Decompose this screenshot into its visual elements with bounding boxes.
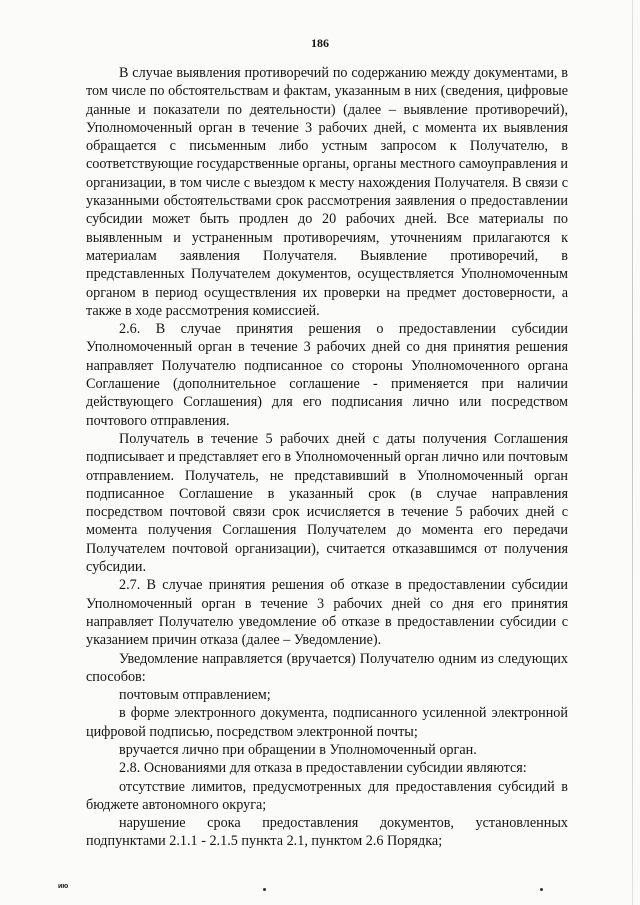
paragraph-contradictions: В случае выявления противоречий по содержанию между документами, в том числе по обстоятельствам и фактам, указанным в них (сведения, цифровые данные и показатели по деятельности) (далее – выявление противоречий), Уполномоченный орган в течение 3 рабочих дней, с момента их выявления обращается с письменным либо устным запросом к Получателю, в соответствующие государственные органы, органы местного самоуправления и организации, в том числе с выездом к месту нахождения Получателя. В связи с указанными обстоятельствами срок рассмотрения заявления о предоставлении субсидии может быть продлен до 20 рабочих дней. Все материалы по выявленным и устраненным противоречиям, уточнениям прилагаются к материалам заявления Получателя. Выявление противоречий, в представленных Получателем документов, осуществляется Уполномоченным органом в период осуществления их проверки на предмет достоверности, а также в ходе рассмотрения комиссией. [86,65,568,319]
scan-speck [263,888,266,891]
list-item-electronic: в форме электронного документа, подписанного усиленной электронной цифровой подписью, посредством электронной почты; [86,705,568,740]
paragraph-2-7: 2.7. В случае принятия решения об отказе в предоставлении субсидии Уполномоченный орган в течение 3 рабочих дней со дня его принятия направляет Получателю уведомление об отказе в предоставлении субсидии с указанием причин отказа (далее – Уведомление). [86,577,568,649]
paragraph-notification-methods: Уведомление направляется (вручается) Получателю одним из следующих способов: [86,650,568,685]
scan-edge-line [632,0,633,905]
list-item-no-limits: отсутствие лимитов, предусмотренных для предоставления субсидий в бюджете автономного округа; [86,778,568,813]
paragraph-2-6: 2.6. В случае принятия решения о предоставлении субсидии Уполномоченный орган в течение 3 рабочих дней со дня принятия решения направляет Получателю подписанное со стороны Уполномоченного органа Соглашение (дополнительное соглашение - применяется при наличии действующего Соглашения) для его подписания лично или посредством почтового отправления. [86,321,568,429]
page-number: 186 [311,36,329,50]
list-item-postal: почтовым отправлением; [119,687,271,704]
list-item-in-person: вручается лично при обращении в Уполномоченный орган. [119,741,477,758]
footer-initials: ию [58,883,69,890]
list-item-deadline-violation: нарушение срока предоставления документов, установленных подпунктами 2.1.1 - 2.1.5 пункта 2.1, пунктом 2.6 Порядка; [86,815,568,850]
paragraph-recipient-signing: Получатель в течение 5 рабочих дней с даты получения Соглашения подписывает и представляет его в Уполномоченный орган лично или почтовым отправлением. Получатель, не представивший в Уполномоченный орган подписанное Соглашение в указанный срок (в случае направления посредством почтовой связи срок исчисляется в течение 5 рабочих дней с момента получения Соглашения Получателем до момента его передачи Получателем почтовой организации), считается отказавшимся от получения субсидии. [86,430,568,576]
scan-speck [540,888,543,891]
document-body [86,64,568,851]
paragraph-2-8: 2.8. Основаниями для отказа в предоставлении субсидии являются: [119,760,527,777]
